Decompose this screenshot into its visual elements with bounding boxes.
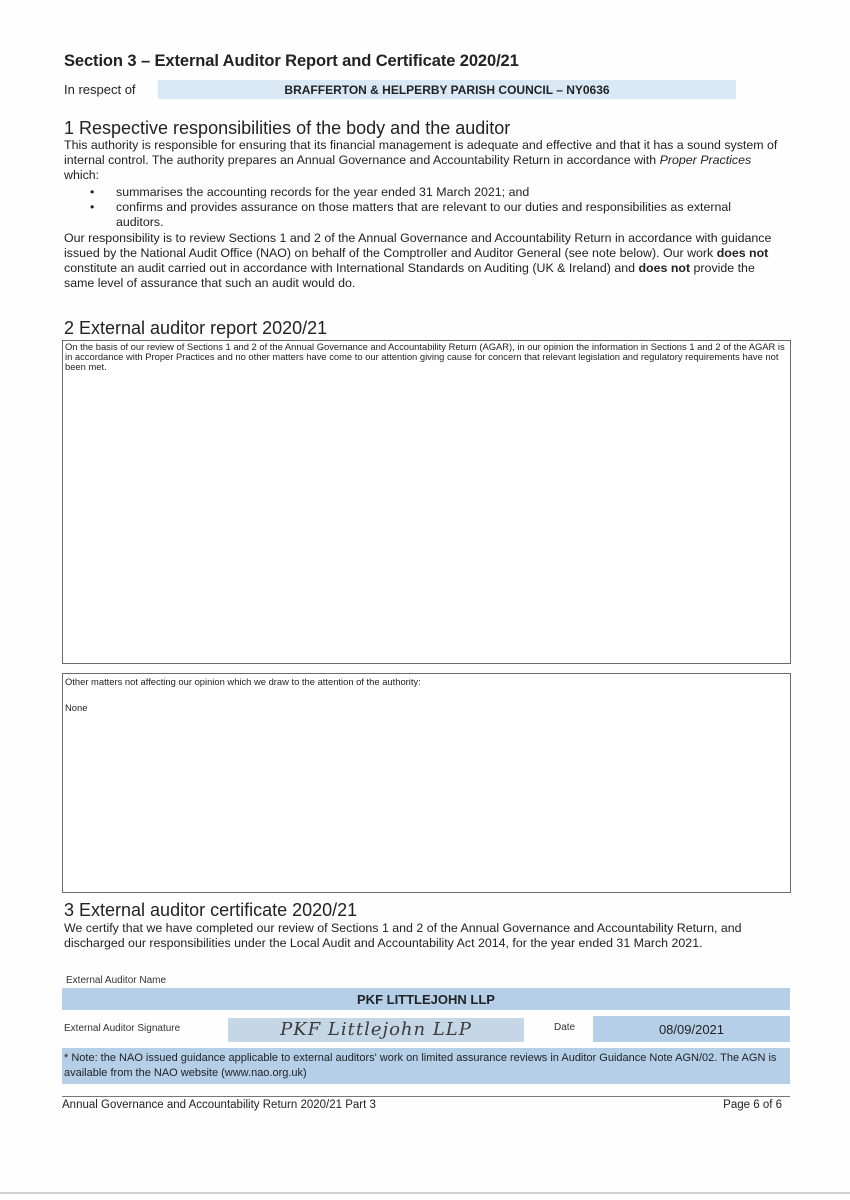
other-matters-label: Other matters not affecting our opinion which we draw to the attention of the authority:	[65, 676, 421, 687]
handwritten-signature: PKF Littlejohn LLP	[280, 1019, 472, 1040]
page-edge	[0, 1192, 850, 1194]
date-label: Date	[554, 1022, 576, 1033]
resp-text: Our responsibility is to review Sections 1 and 2 of the Annual Governance and Accountability Return in accordance with guidance issued by the National Audit Office (NAO) on behalf of the Comptroller and Auditor General (see note below). Our work	[64, 231, 772, 260]
resp-bold: does not	[638, 261, 691, 275]
other-matters-box	[62, 673, 791, 893]
footer-divider	[62, 1096, 790, 1097]
bullet-icon: •	[90, 200, 95, 214]
section-title: Section 3 – External Auditor Report and Certificate 2020/21	[64, 52, 519, 70]
in-respect-of-label: In respect of	[64, 82, 136, 97]
intro-text: This authority is responsible for ensuring that its financial management is adequate and effective and that it has a sound system of internal control. The authority prepares an Annual Governance and Accountability Return in accordance with	[64, 138, 778, 167]
authority-name-field	[158, 80, 736, 99]
bullet-item	[90, 200, 770, 230]
footer-document-title: Annual Governance and Accountability Return 2020/21 Part 3	[62, 1099, 376, 1111]
auditor-report-text: On the basis of our review of Sections 1 and 2 of the Annual Governance and Accountability Return (AGAR), in our opinion the information in Sections 1 and 2 of the AGAR is in accordance with Proper Practices and no other matters have come to our attention giving cause for concern that relevant legislation and regulatory requirements have not been met.	[65, 341, 785, 372]
section1-intro	[64, 138, 784, 183]
nao-note-box	[62, 1048, 790, 1084]
nao-note-text: * Note: the NAO issued guidance applicable to external auditors' work on limited assurance reviews in Auditor Guidance Note AGN/02. The AGN is available from the NAO website (www.nao.org.uk)	[64, 1052, 777, 1079]
resp-bold: does not	[716, 246, 769, 260]
auditor-report-box	[62, 340, 791, 664]
section3-heading: 3 External auditor certificate 2020/21	[64, 900, 358, 920]
auditor-name-value: PKF LITTLEJOHN LLP	[357, 992, 495, 1007]
signature-label: External Auditor Signature	[64, 1023, 181, 1034]
proper-practices-italic: Proper Practices	[659, 153, 752, 167]
other-matters-value: None	[65, 702, 88, 713]
date-value: 08/09/2021	[658, 1022, 725, 1037]
bullet-text: confirms and provides assurance on those matters that are relevant to our duties and responsibilities as external auditors.	[116, 200, 732, 229]
date-field	[593, 1016, 790, 1042]
responsibility-bullets	[90, 185, 770, 230]
bullet-text: summarises the accounting records for the year ended 31 March 2021; and	[116, 185, 530, 199]
section1-heading: 1 Respective responsibilities of the body and the auditor	[64, 118, 511, 138]
in-respect-of-row	[64, 80, 736, 100]
certificate-text: We certify that we have completed our review of Sections 1 and 2 of the Annual Governance and Accountability Return, and discharged our responsibilities under the Local Audit and Accountability Act 2014, for the year ended 31 March 2021.	[64, 921, 742, 950]
auditor-responsibility-paragraph	[64, 231, 784, 291]
intro-text-end: which:	[64, 168, 100, 182]
auditor-name-label: External Auditor Name	[66, 975, 167, 986]
bullet-icon: •	[90, 185, 95, 199]
resp-text: provide the same level of assurance that such an audit would do.	[64, 261, 755, 290]
resp-text: constitute an audit carried out in accordance with International Standards on Auditing (UK & Ireland) and	[64, 261, 639, 275]
section2-heading: 2 External auditor report 2020/21	[64, 318, 328, 338]
signature-field	[228, 1018, 524, 1042]
auditor-name-field	[62, 988, 790, 1010]
bullet-item	[90, 185, 770, 200]
footer-page-number: Page 6 of 6	[723, 1099, 782, 1111]
authority-name: BRAFFERTON & HELPERBY PARISH COUNCIL – NY0636	[284, 83, 610, 97]
